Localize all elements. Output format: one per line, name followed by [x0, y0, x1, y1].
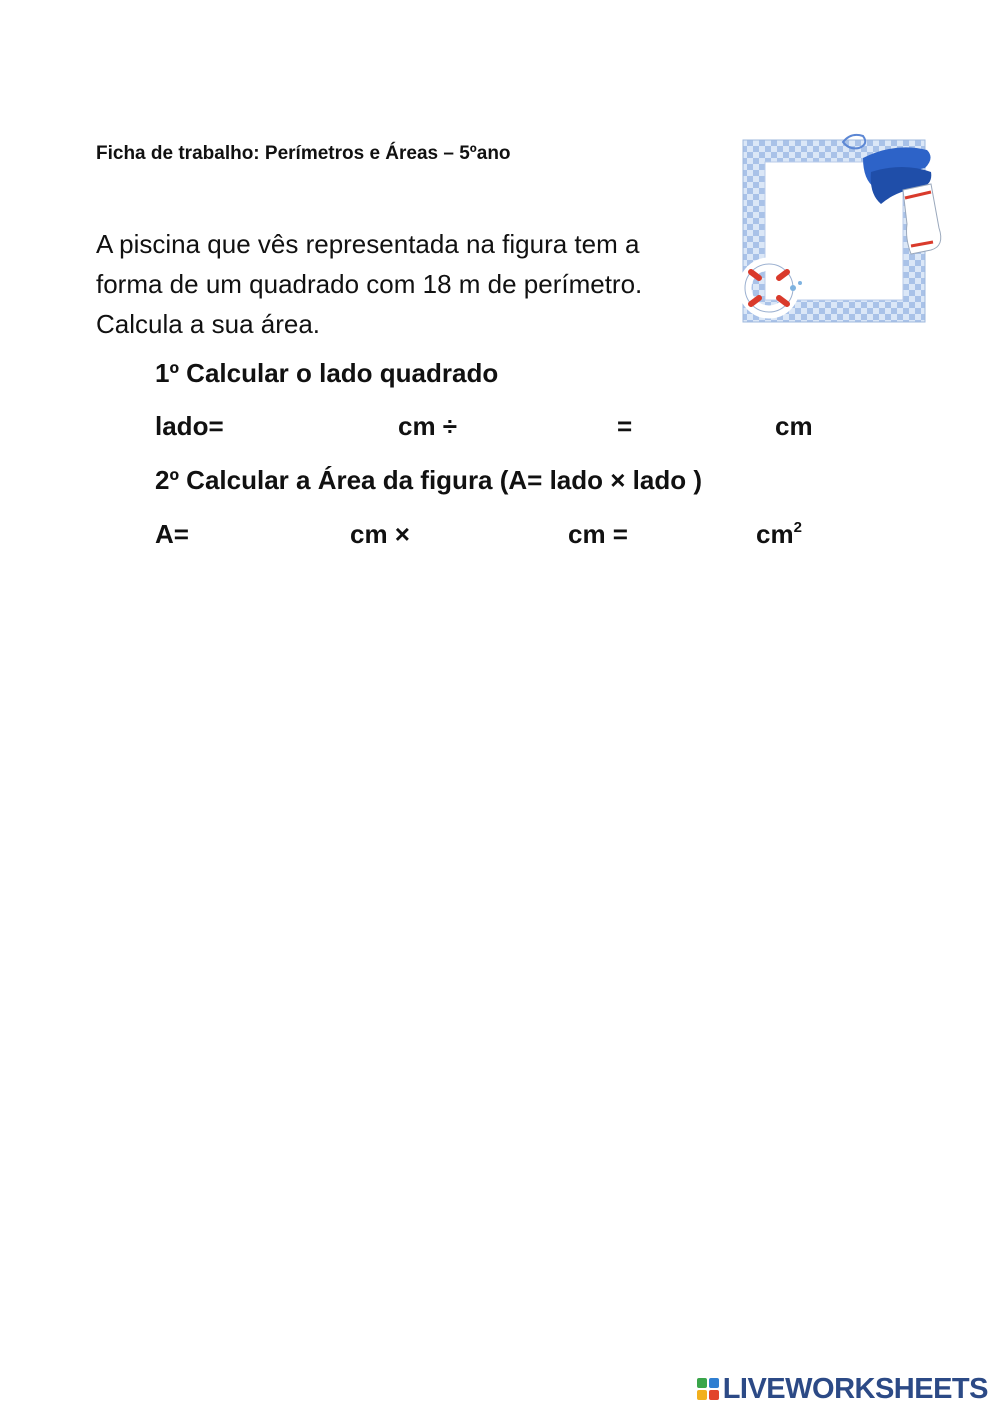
- pool-illustration: [735, 128, 950, 328]
- step1-heading: 1º Calcular o lado quadrado: [155, 358, 499, 388]
- problem-statement: [96, 224, 736, 344]
- problem-line: forma de um quadrado com 18 m de perímetro.: [96, 269, 643, 299]
- liveworksheets-logo-icon: [697, 1378, 719, 1400]
- lado-label: lado=: [155, 411, 224, 441]
- equals-sign: =: [617, 411, 633, 441]
- unit-cm-equals: cm =: [568, 519, 628, 549]
- problem-line: Calcula a sua área.: [96, 309, 321, 339]
- step2-heading: 2º Calcular a Área da figura (A= lado × lado ): [155, 465, 702, 495]
- unit-cm-divide: cm ÷: [398, 411, 458, 441]
- worksheet-title: Ficha de trabalho: Perímetros e Áreas – 5ºano: [96, 143, 511, 164]
- unit-area: cm: [756, 519, 794, 549]
- area-label: A=: [155, 519, 189, 549]
- unit-area-exponent: 2: [793, 519, 802, 536]
- unit-cm-squared: [756, 519, 802, 550]
- problem-line: A piscina que vês representada na figura tem a: [96, 229, 640, 259]
- towel-icon: [903, 184, 941, 254]
- brand-name: LIVEWORKSHEETS: [722, 1372, 988, 1405]
- unit-cm-times: cm ×: [350, 519, 410, 549]
- liveworksheets-brand: [697, 1372, 988, 1406]
- unit-cm-result: cm: [775, 411, 813, 441]
